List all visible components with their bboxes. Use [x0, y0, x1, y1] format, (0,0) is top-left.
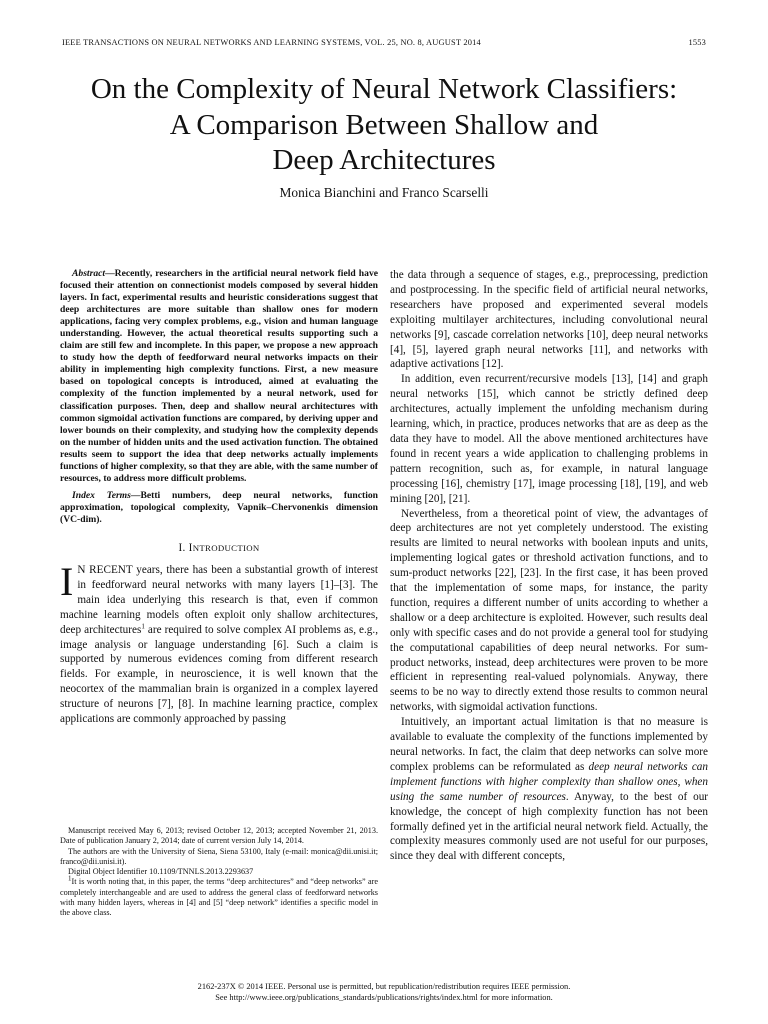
section-numeral: I.	[178, 541, 186, 554]
intro-text-end: are required to solve complex AI problems as, e.g., image analysis or language understanding [6]. Such a claim is supported by numerous evidences coming from different research fields. For example, in neuroscience, it is well known that the neocortex of the mammalian brain is organized in a complex layered structure of neurons [7], [8]. In machine learning practice, complex applications are commonly approached by passing	[60, 623, 378, 726]
running-header	[62, 38, 706, 47]
index-terms-dash: —	[130, 489, 141, 501]
title-line-3: Deep Architectures	[272, 144, 496, 176]
right-paragraph-1: the data through a sequence of stages, e.g., preprocessing, prediction and postprocessing. In the specific field of artificial neural networks, researchers have proposed and experimented several models exploiting multilayer architectures, including convolutional neural networks [9], cascade correlation networks [10], deep neural networks [4], [5], layered graph neural networks [11], and networks with adaptive activations [12].	[390, 269, 708, 371]
index-terms-label: Index Terms	[72, 489, 131, 501]
right-paragraph-3: Nevertheless, from a theoretical point of view, the advantages of deep architectures are not yet completely understood. The existing results are limited to neural networks with boolean inputs and units, implementing logical gates or threshold activation functions, and to sum-product networks [22], [23]. In the first case, it has been proved that the implementation of some maps, for instance, the parity function, requires a different number of units according to whether a shallow or a deep architecture is exploited. However, such results deal only with specific cases and do not provide a general tool for studying the computational capabilities of deep neural networks. For sum-product networks, instead, deep architectures were proven to be more efficient in representing real-valued polynomials. Anyway, there seems to be no way to directly extend those results to common neural networks, with sigmoidal activation functions.	[390, 507, 708, 714]
right-column	[390, 268, 708, 864]
abstract-text: Recently, researchers in the artificial neural network field have focused their attention on connectionist models composed by several hidden layers. In fact, experimental results and heuristic considerations suggest that deep architectures are more suitable than shallow ones for modern applications, facing very complex problems, e.g., vision and human language understanding. However, the actual theoretical results supporting such a claim are still few and incomplete. In this paper, we propose a new approach to study how the depth of feedforward neural networks impacts on their ability in implementing high complexity functions. First, a new measure based on topological concepts is introduced, aimed at evaluating the complexity of the function implemented by a neural network, used for classification purposes. Then, deep and shallow neural architectures with common sigmoidal activation functions are compared, by deriving upper and lower bounds on their complexity, and studying how the complexity depends on the number of hidden units and the used activation function. The obtained results seem to support the idea that deep networks actually implements functions of higher complexity, so that they are able, with the same number of resources, to address more difficult problems.	[60, 268, 378, 484]
section-title-first: I	[188, 541, 193, 554]
right-paragraph-4	[390, 715, 708, 864]
copyright-notice	[40, 982, 728, 1003]
manuscript-note: Manuscript received May 6, 2013; revised October 12, 2013; accepted November 21, 2013. Date of publication January 2, 2014; date of current version July 14, 2014.	[60, 826, 378, 846]
section-title-rest: NTRODUCTION	[192, 542, 260, 553]
footnote-1-mark: 1	[68, 874, 72, 883]
footnote-ref-1: 1	[141, 621, 145, 630]
copyright-line-2: See http://www.ieee.org/publications_standards/publications/rights/index.html for more information.	[215, 992, 553, 1002]
title-line-1: On the Complexity of Neural Network Classifiers:	[90, 73, 678, 105]
author-list: Monica Bianchini and Franco Scarselli	[279, 185, 489, 200]
copyright-line-1: 2162-237X © 2014 IEEE. Personal use is permitted, but republication/redistribution requires IEEE permission.	[197, 982, 571, 991]
right-paragraph-4-italic: deep neural networks can implement functions with higher complexity than shallow ones, when using the same number of resources	[390, 760, 708, 803]
index-terms	[60, 490, 378, 526]
journal-name: IEEE TRANSACTIONS ON NEURAL NETWORKS AND LEARNING SYSTEMS, VOL. 25, NO. 8, AUGUST 2014	[62, 38, 481, 47]
doi-note: Digital Object Identifier 10.1109/TNNLS.2013.2293637	[68, 867, 254, 877]
abstract	[60, 268, 378, 485]
abstract-label: Abstract	[72, 268, 106, 279]
intro-paragraph	[60, 558, 378, 727]
footnotes	[60, 826, 378, 919]
footnote-1-text: It is worth noting that, in this paper, the terms “deep architectures” and “deep networks” are completely interchangeable and are used to address the general class of feedforward networks with many hidden layers, whereas in [4] and [5] “deep network” identifies a specific model in the above class.	[60, 877, 378, 918]
footnote-1	[60, 874, 378, 918]
right-paragraph-4-start: Intuitively, an important actual limitation is that no measure is available to evaluate the complexity of the functions implemented by neural networks. In fact, the claim that deep networks can solve more complex problems can be reformulated as	[390, 716, 708, 773]
page-number: 1553	[688, 38, 706, 47]
author-affiliation-note: The authors are with the University of Siena, Siena 53100, Italy (e-mail: monica@dii.unisi.it; franco@dii.unisi.it).	[60, 846, 378, 866]
paper-title	[40, 72, 728, 179]
right-paragraph-2: In addition, even recurrent/recursive models [13], [14] and graph neural networks [15], which cannot be strictly defined deep architectures, actually implement the unfolding mechanism during learning, which, in practice, produces networks that are as deep as the data they have to model. All the above mentioned architectures have found in recent years a wide application to challenging problems in pattern recognition, such as, for example, in natural language processing [16], chemistry [17], image processing [18], [19], and web mining [20], [21].	[390, 373, 708, 505]
abstract-dash: —	[105, 268, 115, 279]
drop-cap: I	[60, 558, 74, 604]
title-line-2: A Comparison Between Shallow and	[169, 108, 599, 141]
intro-text-start: N RECENT years, there has been a substantial growth of interest in feedforward neural networks with many layers [1]–[3]. The main idea underlying this research is that, even if common machine learning models often exploit only shallow architectures, deep architectures	[60, 563, 378, 636]
right-paragraph-4-end: . Anyway, to the best of our knowledge, the concept of high complexity function has not been formally defined yet in the artificial neural network field. Actually, the complexity measures commonly used are not useful for our purposes, since they deal with different concepts,	[390, 790, 709, 863]
section-heading-introduction	[60, 542, 378, 554]
left-column	[60, 268, 378, 727]
index-terms-text: Betti numbers, deep neural networks, function approximation, topological complexity, Vapnik–Chervonenkis dimension (VC-dim).	[60, 489, 378, 525]
